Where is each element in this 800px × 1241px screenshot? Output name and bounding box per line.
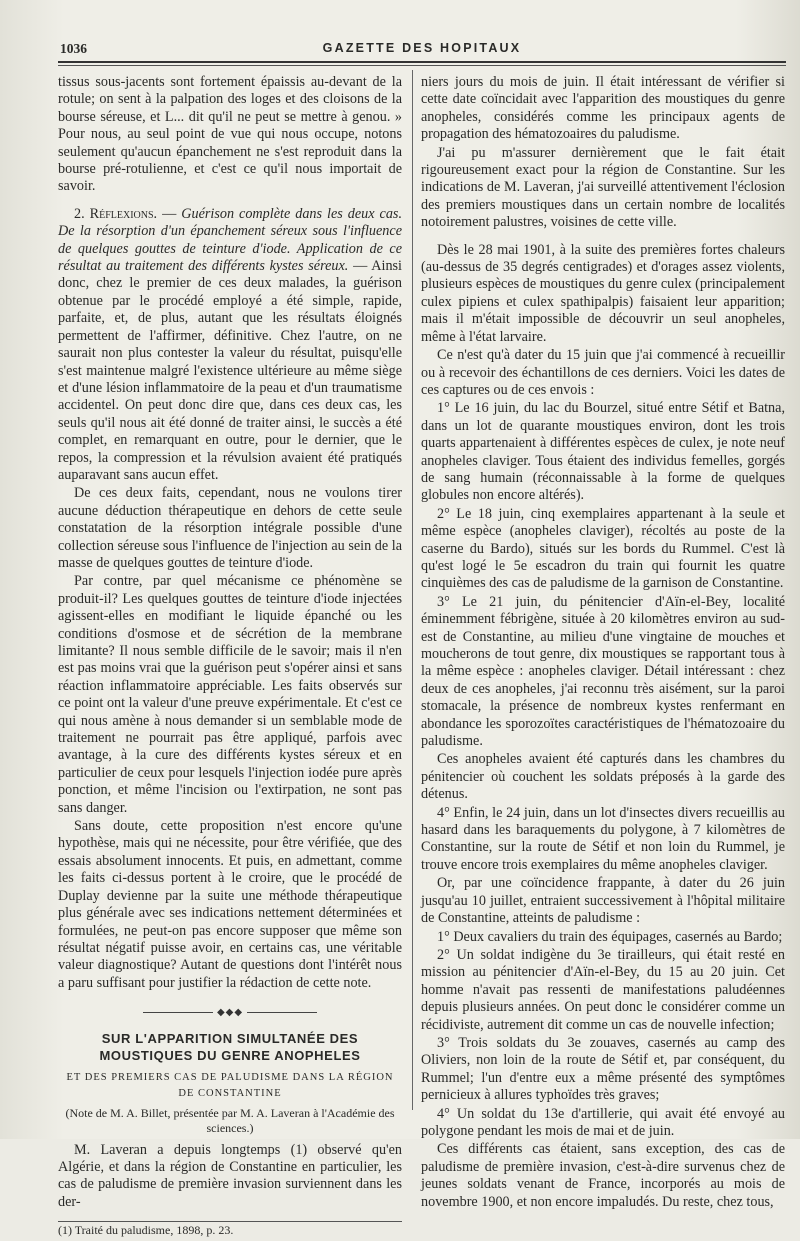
column-divider — [412, 70, 413, 1110]
running-title: GAZETTE DES HOPITAUX — [322, 41, 522, 55]
list-item: 1° Le 16 juin, du lac du Bourzel, situé entre Sétif et Batna, dans un lot de quarante moustiques environ, dont les trois quarts appartenaient à différentes espèces de culex, je note neuf anopheles claviger. Tous étaient des individus femelles, gorgés de sang humain (réconnaissable à la forme de quelques globules non encore altérés). — [421, 400, 785, 504]
list-item: 4° Enfin, le 24 juin, dans un lot d'insectes divers recueillis au hasard dans les baraquements du polygone, à 7 kilomètres de Constantine, sur la route de Sétif et non loin du Rummel, je trouve encore trois exemplaires du même anopheles claviger. — [421, 804, 785, 873]
paragraph: Ces différents cas étaient, sans exception, des cas de paludisme de première invasion, c'est-à-dire survenus chez de jeunes soldats venant de France, incorporés au mois de novembre 1900, et non encore impaludés. Du reste, chez tous, — [421, 1141, 785, 1210]
left-column — [58, 74, 402, 1241]
section-label: 2. Réflexions. — — [74, 205, 177, 222]
paragraph: Dès le 28 mai 1901, à la suite des premières fortes chaleurs (au-dessus de 35 degrés centigrades) et d'orages assez violents, plusieurs espèces de moustiques du genre culex (principalement culex pipiens et culex spathipalpis) faisaient leur apparition; mais il m'était impossible de découvrir un seul anopheles, même à l'état larvaire. — [421, 241, 785, 345]
list-item: 2° Un soldat indigène du 3e tirailleurs, qui était resté en mission au pénitencier d'Aïn-el-Bey, du 15 au 20 juin. Cet homme n'avait pas ressenti de manifestations paludéennes depuis plusieurs années. On peut donc le considérer comme un récidiviste, autrement dit comme un cas de nouvelle infection; — [421, 946, 785, 1033]
paragraph-text: — Ainsi donc, chez le premier de ces deux malades, la guérison obtenue par le procédé employé a été simple, rapide, parfaite, et, de plus, autant que les résultats éloignés permettent de l'affirmer, définitive. Chez l'autre, on ne saurait non plus contester la valeur du résultat, puisqu'elle s'est maintenue malgré l'existence ultérieure au même siège et d'une lésion inflammatoire de la peau et d'un traumatisme accidentel. On peut donc dire que, dans ces deux cas, les seuls qu'il nous ait été donné de traiter ainsi, le succès a été complet, en remarquant en outre, pour le dernier, que le repos, la compression et la révulsion avaient été pratiqués auparavant sans aucun effet. — [58, 258, 403, 483]
paragraph: J'ai pu m'assurer dernièrement que le fait était rigoureusement exact pour la région de Constantine. Sur les indications de M. Laveran, j'ai surveillé attentivement l'éclosion des premiers moustiques dans un certain nombre de localités notoirement palustres, voisines de cette ville. — [421, 144, 785, 231]
paragraph: niers jours du mois de juin. Il était intéressant de vérifier si cette date coïncidait avec l'apparition des moustiques du genre anopheles, considérés comme les principaux agents de propagation des hématozoaires du paludisme. — [421, 74, 785, 143]
right-column — [421, 74, 785, 1212]
paragraph: Ce n'est qu'à dater du 15 juin que j'ai commencé à recueillir ou à recevoir des échantillons de ces derniers. Voici les dates de ces captures ou de ces envois : — [421, 347, 785, 398]
section-ornament: ◆◆◆ — [58, 1004, 402, 1021]
paragraph: Sans doute, cette proposition n'est encore qu'une hypothèse, mais qui ne nécessite, pour être vérifiée, que des essais absolument innocents. Et puis, en admettant, comme les faits ci-dessus portent à le croire, que le procédé de Duplay devienne par la suite une méthode thérapeutique plus générale avec ses indications nettement déterminées et formulées, ne peut-on pas encore supposer que même son résultat négatif puisse avoir, en certains cas, une véritable valeur diagnostique? Autant de questions dont l'intérêt nous a paru suffisant pour justifier la rédaction de cette note. — [58, 818, 402, 991]
header-rule — [58, 61, 786, 63]
list-item: 1° Deux cavaliers du train des équipages, casernés au Bardo; — [437, 928, 783, 945]
article-title: SUR L'APPARITION SIMULTANÉE DES MOUSTIQUES DU GENRE ANOPHELES — [99, 1030, 361, 1063]
list-item: 3° Trois soldats du 3e zouaves, casernés au camp des Oliviers, non loin de la route de Sétif et, par conséquent, du Rummel; l'un d'entre eux a même présenté des symptômes pernicieux à allures typhoïdes très graves; — [421, 1034, 785, 1104]
section-subtitle: Guérison complète dans les deux cas. De la résorption d'un épanchement séreux sous l'influence de quelques gouttes de teinture d'iode. Application de ce résultat au traitement des différents kystes séreux. — [58, 205, 402, 275]
paragraph: Par contre, par quel mécanisme ce phénomène se produit-il? Les quelques gouttes de teinture d'iode injectées agissent-elles en modifiant le liquide épanché ou les conditions d'osmose et de sécrétion de la membrane limitante? Il nous semble difficile de le savoir; mais il n'en est pas moins vrai que la guérison peut s'opérer ainsi et sans réaction inflammatoire appréciable. Les faits observés sur ce point ont la valeur d'une preuve expérimentale. Et c'est ce qui nous amène à nous demander si un semblable mode de traitement ne pourrait pas être appliqué, parfois avec avantage, à la cure des différents kystes séreux et en particulier de ceux pour lesquels l'injection iodée pure après ponction, et même l'incision ou l'extirpation, ne sont pas sans danger. — [58, 573, 402, 816]
reflexions-paragraph — [58, 206, 402, 485]
header-rule-thin — [58, 65, 786, 66]
article-attribution: (Note de M. A. Billet, présentée par M. A. Laveran à l'Académie des sciences.) — [65, 1105, 395, 1135]
paragraph: M. Laveran a depuis longtemps (1) observé qu'en Algérie, et dans la région de Constantine en particulier, les cas de paludisme de première invasion surviennent dans les der- — [58, 1141, 402, 1210]
page-number: 1036 — [60, 41, 87, 56]
list-item: 3° Le 21 juin, du pénitencier d'Aïn-el-Bey, localité éminemment fébrigène, située à 20 kilomètres environ au sud-est de Constantine, au milieu d'une vingtaine de mouches et moucherons de tout genre, dix moustiques se rapportant tous à la même espèce : anopheles claviger. Détail intéressant : chez deux de ces anopheles, j'ai reconnu très aisément, sur la paroi stomacale, la présence de nombreux kystes renfermant en abondance les sporozoïtes caractéristiques de l'hématozoaire du paludisme. — [421, 593, 785, 750]
list-item: 4° Un soldat du 13e d'artillerie, qui avait été envoyé au polygone pendant les mois de mai et de juin. — [421, 1105, 785, 1139]
footnote: (1) Traité du paludisme, 1898, p. 23. — [58, 1223, 234, 1238]
paragraph: Or, par une coïncidence frappante, à dater du 26 juin jusqu'au 10 juillet, entraient successivement à l'hôpital militaire de Constantine, atteints de paludisme : — [421, 875, 785, 927]
page-header — [58, 38, 786, 60]
list-item: 2° Le 18 juin, cinq exemplaires appartenant à la seule et même espèce (anopheles claviger), récoltés au poste de la caserne du Bardo), situés sur les bords du Rummel. C'est là qu'est logé le 5e escadron du train qui fournit les quatre cinquièmes des cas de paludisme de la garnison de Constantine. — [421, 505, 785, 592]
paragraph: De ces deux faits, cependant, nous ne voulons tirer aucune déduction thérapeutique en dehors de cette seule constatation de la résorption intégrale possible d'une collection séreuse sous l'influence de l'injection au sein de la masse de quelques gouttes de teinture d'iode. — [58, 485, 402, 571]
paragraph: tissus sous-jacents sont fortement épaissis au-devant de la rotule; on sent à la palpation des loges et des cloisons de la bourse séreuse, et L... dit qu'il ne peut se mettre à genou. » Pour nous, au seul point de vue qui nous occupe, notons seulement qu'aucun épanchement ne s'est reproduit dans la bourse pré-rotulienne, et c'est ce qu'il nous importait de savoir. — [58, 74, 402, 195]
article-subtitle: ET DES PREMIERS CAS DE PALUDISME DANS LA RÉGION DE CONSTANTINE — [66, 1071, 394, 1099]
paragraph: Ces anopheles avaient été capturés dans les chambres du pénitencier où couchent les soldats préposés à la garde des détenus. — [421, 751, 785, 803]
